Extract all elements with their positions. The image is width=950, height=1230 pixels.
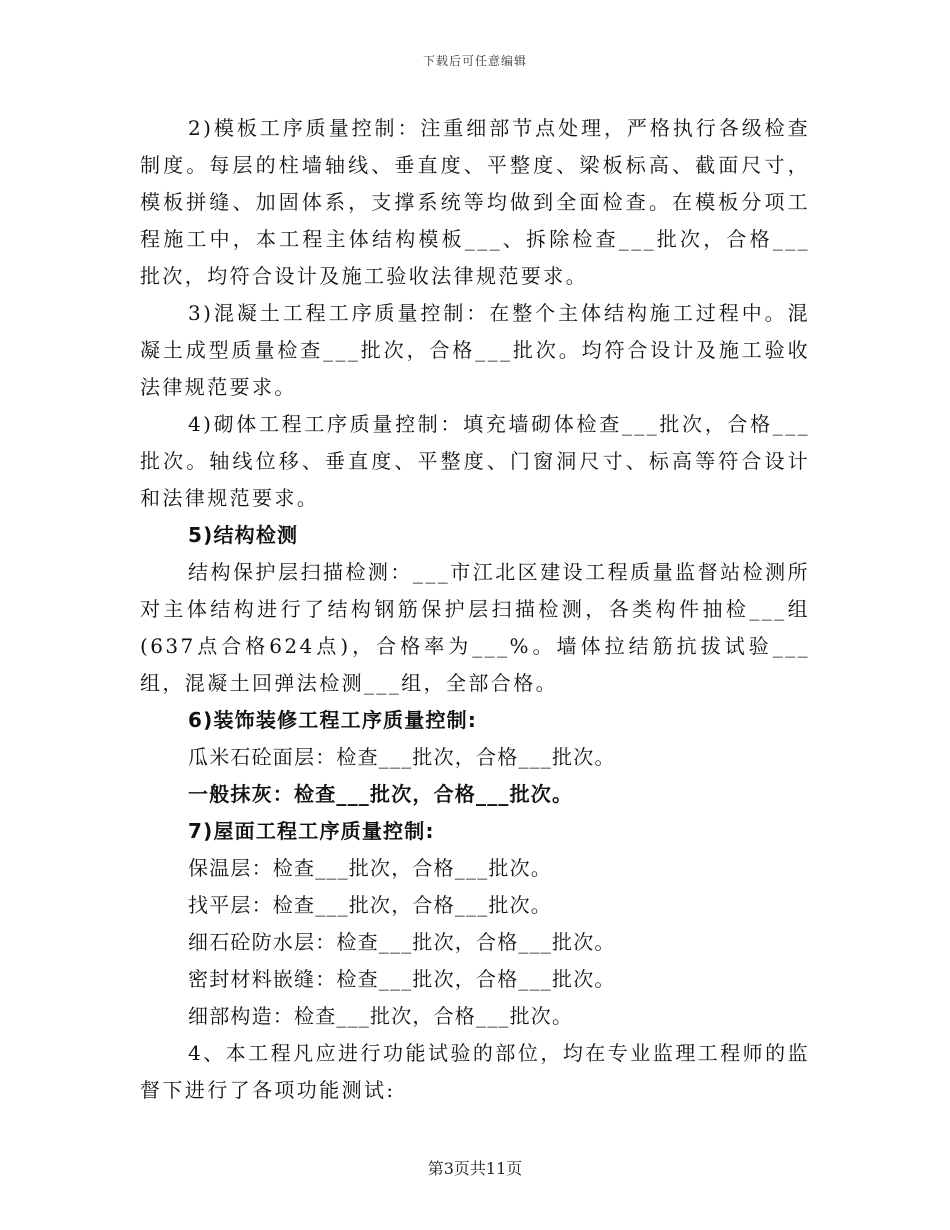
paragraph-concrete-control: 3)混凝土工程工序质量控制：在整个主体结构施工过程中。混凝土成型质量检查___批次，合格___批次。均符合设计及施工验收法律规范要求。 (140, 301, 810, 399)
paragraph-function-test: 4、本工程凡应进行功能试验的部位，均在专业监理工程师的监督下进行了各项功能测试: (140, 1041, 810, 1102)
roof-item-leveling: 找平层：检查___批次，合格___批次。 (188, 893, 552, 917)
roof-item-details: 细部构造：检查___批次，合格___批次。 (188, 1004, 574, 1028)
heading-structure-inspection: 5)结构检测 (188, 523, 299, 547)
roof-item-sealing: 密封材料嵌缝：检查___批次，合格___批次。 (188, 967, 616, 991)
document-body (140, 110, 810, 1109)
paragraph-formwork-control: 2)模板工序质量控制：注重细部节点处理，严格执行各级检查制度。每层的柱墙轴线、垂直度、平整度、梁板标高、截面尺寸，模板拼缝、加固体系，支撑系统等均做到全面检查。在模板分项工程施工中，本工程主体结构模板___、拆除检查___批次，合格___批次，均符合设计及施工验收法律规范要求。 (140, 116, 810, 288)
decoration-item-plastering: 一般抹灰：检查___批次，合格___批次。 (188, 782, 574, 806)
roof-item-insulation: 保温层：检查___批次，合格___批次。 (188, 856, 552, 880)
heading-roof-control: 7)屋面工程工序质量控制: (188, 819, 435, 843)
heading-decoration-control: 6)装饰装修工程工序质量控制: (188, 708, 478, 732)
page-footer: 第3页共11页 (427, 1159, 523, 1178)
roof-item-waterproof: 细石砼防水层：检查___批次，合格___批次。 (188, 930, 616, 954)
decoration-item-granite-surface: 瓜米石砼面层：检查___批次，合格___批次。 (188, 745, 616, 769)
page-header: 下载后可任意编辑 (422, 54, 527, 68)
paragraph-masonry-control: 4)砌体工程工序质量控制：填充墙砌体检查___批次，合格___批次。轴线位移、垂直度、平整度、门窗洞尺寸、标高等符合设计和法律规范要求。 (140, 412, 810, 510)
paragraph-structure-inspection: 结构保护层扫描检测：___市江北区建设工程质量监督站检测所对主体结构进行了结构钢筋保护层扫描检测，各类构件抽检___组(637点合格624点)，合格率为___%。墙体拉结筋抗拔试验___组，混凝土回弹法检测___组，全部合格。 (140, 560, 810, 695)
